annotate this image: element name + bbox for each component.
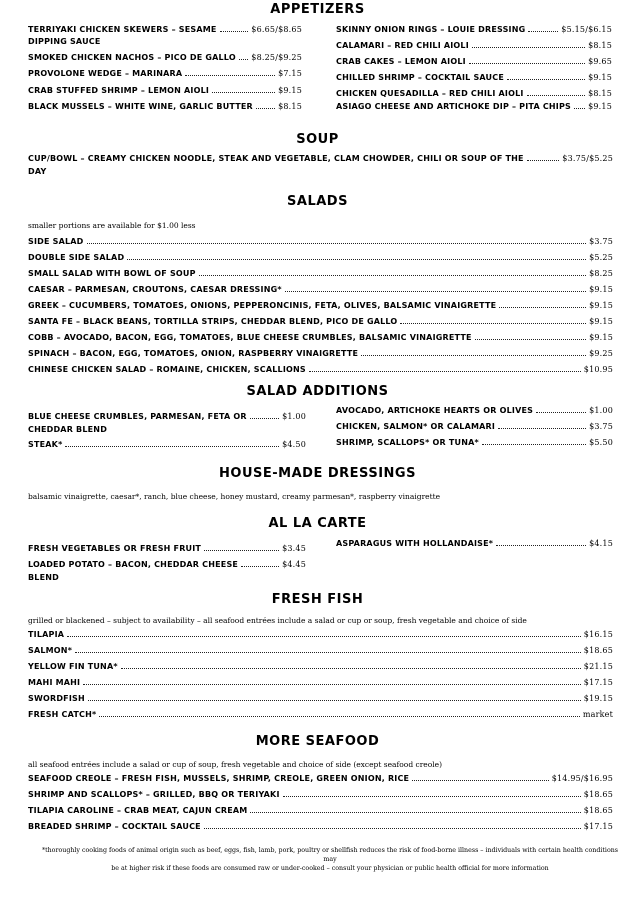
menu-item xyxy=(28,774,613,783)
item-name: BLACK MUSSELS – WHITE WINE, GARLIC BUTTER xyxy=(28,102,253,111)
item-price: $5.50 xyxy=(589,438,613,447)
dot-leader xyxy=(99,716,579,717)
item-price: $21.15 xyxy=(583,662,613,671)
menu-item xyxy=(28,86,302,95)
item-price: $17.15 xyxy=(583,822,613,831)
dot-leader xyxy=(250,418,279,419)
item-name: SEAFOOD CREOLE – FRESH FISH, MUSSELS, SHRIMP, CREOLE, GREEN ONION, RICE xyxy=(28,774,410,783)
item-name: DOUBLE SIDE SALAD xyxy=(28,253,125,262)
item-name: GREEK – CUCUMBERS, TOMATOES, ONIONS, PEPPERONCINIS, FETA, OLIVES, BALSAMIC VINAIGRETTE xyxy=(28,301,497,310)
menu-item xyxy=(28,806,613,815)
dot-leader xyxy=(185,75,275,76)
menu-item xyxy=(336,89,612,98)
dot-leader xyxy=(536,412,586,413)
dot-leader xyxy=(574,108,585,109)
item-name: FRESH VEGETABLES OR FRESH FRUIT xyxy=(28,544,202,553)
item-name: CRAB STUFFED SHRIMP – LEMON AIOLI xyxy=(28,86,210,95)
item-price: $8.15 xyxy=(588,89,612,98)
item-name-continued: BLEND xyxy=(28,573,59,582)
dot-leader xyxy=(527,160,560,161)
footnote-line-2: be at higher risk if these foods are consumed raw or under-cooked – consult your physician or public health official for more information xyxy=(111,865,549,872)
item-price: $8.25 xyxy=(589,269,613,278)
dot-leader xyxy=(400,323,586,324)
item-name: SIDE SALAD xyxy=(28,237,84,246)
item-price: $9.65 xyxy=(588,57,612,66)
dot-leader xyxy=(309,371,581,372)
dressings-title: HOUSE-MADE DRESSINGS xyxy=(219,466,416,481)
item-price: $16.15 xyxy=(583,630,613,639)
menu-item xyxy=(28,412,306,421)
menu-item xyxy=(28,544,306,553)
item-price: $9.15 xyxy=(588,73,612,82)
item-name-continued: CHEDDAR BLEND xyxy=(28,425,108,434)
dot-leader xyxy=(65,446,279,447)
more-seafood-title: MORE SEAFOOD xyxy=(255,734,380,749)
dot-leader xyxy=(469,63,585,64)
item-name: SHRIMP AND SCALLOPS* – GRILLED, BBQ OR TERIYAKI xyxy=(28,790,280,799)
item-price: $4.15 xyxy=(589,539,613,548)
item-price: $9.15 xyxy=(589,301,613,310)
dot-leader xyxy=(527,95,586,96)
more-seafood-note: all seafood entrées include a salad or cup of soup, fresh vegetable and choice of side (except seafood creole) xyxy=(28,760,443,769)
item-name: YELLOW FIN TUNA* xyxy=(28,662,118,671)
menu-item xyxy=(28,790,613,799)
menu-item xyxy=(336,539,613,548)
item-price: $18.65 xyxy=(583,806,613,815)
item-price: $9.15 xyxy=(589,333,613,342)
menu-item xyxy=(28,678,613,687)
item-price: $18.65 xyxy=(583,790,613,799)
item-price: $9.25 xyxy=(589,349,613,358)
menu-item xyxy=(28,25,302,34)
dot-leader xyxy=(75,652,581,653)
item-price: market xyxy=(582,710,613,719)
dot-leader xyxy=(241,566,279,567)
food-safety-footnote xyxy=(40,846,620,873)
dot-leader xyxy=(87,243,587,244)
menu-item xyxy=(28,662,613,671)
item-name: CHICKEN, SALMON* OR CALAMARI xyxy=(336,422,496,431)
menu-item xyxy=(28,822,613,831)
dot-leader xyxy=(498,428,586,429)
item-price: $7.15 xyxy=(278,69,302,78)
item-name: FRESH CATCH* xyxy=(28,710,97,719)
item-price: $5.15/$6.15 xyxy=(561,25,612,34)
dot-leader xyxy=(499,307,586,308)
dressings-list: balsamic vinaigrette, caesar*, ranch, blue cheese, honey mustard, creamy parmesan*, raspberry vinaigrette xyxy=(28,492,441,501)
dot-leader xyxy=(67,636,581,637)
item-price: $17.15 xyxy=(583,678,613,687)
salads-note: smaller portions are available for $1.00 less xyxy=(28,221,196,230)
item-price: $9.15 xyxy=(588,102,612,111)
item-name: BREADED SHRIMP – COCKTAIL SAUCE xyxy=(28,822,201,831)
item-name: CHINESE CHICKEN SALAD – ROMAINE, CHICKEN, SCALLIONS xyxy=(28,365,306,374)
item-price: $10.95 xyxy=(583,365,613,374)
menu-item xyxy=(28,710,613,719)
dot-leader xyxy=(482,444,586,445)
menu-item xyxy=(336,25,612,34)
dot-leader xyxy=(283,796,581,797)
dot-leader xyxy=(127,259,586,260)
item-name: AVOCADO, ARTICHOKE HEARTS OR OLIVES xyxy=(336,406,534,415)
item-name: MAHI MAHI xyxy=(28,678,81,687)
item-name: SKINNY ONION RINGS – LOUIE DRESSING xyxy=(336,25,526,34)
item-name: COBB – AVOCADO, BACON, EGG, TOMATOES, BLUE CHEESE CRUMBLES, BALSAMIC VINAIGRETTE xyxy=(28,333,472,342)
dot-leader xyxy=(528,31,558,32)
menu-item xyxy=(336,438,613,447)
dot-leader xyxy=(250,812,580,813)
item-price: $6.65/$8.65 xyxy=(251,25,302,34)
item-name: SWORDFISH xyxy=(28,694,85,703)
item-name: ASPARAGUS WITH HOLLANDAISE* xyxy=(336,539,494,548)
menu-item xyxy=(28,69,302,78)
item-name: TILAPIA CAROLINE – CRAB MEAT, CAJUN CREAM xyxy=(28,806,248,815)
menu-item xyxy=(28,646,613,655)
item-name: SANTA FE – BLACK BEANS, TORTILLA STRIPS, CHEDDAR BLEND, PICO DE GALLO xyxy=(28,317,398,326)
item-name: CRAB CAKES – LEMON AIOLI xyxy=(336,57,466,66)
item-price: $8.15 xyxy=(278,102,302,111)
appetizers-title: APPETIZERS xyxy=(270,2,365,17)
menu-item xyxy=(28,102,302,111)
menu-item xyxy=(28,349,613,358)
item-name: BLUE CHEESE CRUMBLES, PARMESAN, FETA OR xyxy=(28,412,247,421)
item-price: $1.00 xyxy=(589,406,613,415)
fresh-fish-note: grilled or blackened – subject to availability – all seafood entrées include a salad or cup or soup, fresh vegetable and choice of side xyxy=(28,616,527,625)
menu-item xyxy=(28,253,613,262)
dot-leader xyxy=(204,828,581,829)
item-name: SMALL SALAD WITH BOWL OF SOUP xyxy=(28,269,196,278)
menu-item xyxy=(336,422,613,431)
item-price: $18.65 xyxy=(583,646,613,655)
dot-leader xyxy=(507,79,585,80)
menu-item xyxy=(28,317,613,326)
item-name-continued: DIPPING SAUCE xyxy=(28,37,101,46)
menu-item xyxy=(28,560,306,569)
item-price: $8.25/$9.25 xyxy=(251,53,302,62)
item-name: CUP/BOWL – CREAMY CHICKEN NOODLE, STEAK AND VEGETABLE, CLAM CHOWDER, CHILI OR SOUP OF THE xyxy=(28,154,524,163)
dot-leader xyxy=(83,684,581,685)
dot-leader xyxy=(472,47,585,48)
dot-leader xyxy=(475,339,586,340)
item-name: PROVOLONE WEDGE – MARINARA xyxy=(28,69,183,78)
item-name: TILAPIA xyxy=(28,630,65,639)
item-price: $9.15 xyxy=(589,317,613,326)
item-price: $3.75 xyxy=(589,237,613,246)
item-name: ASIAGO CHEESE AND ARTICHOKE DIP – PITA CHIPS xyxy=(336,102,572,111)
item-name-continued: DAY xyxy=(28,167,47,176)
item-price: $3.75/$5.25 xyxy=(562,154,613,163)
item-name: CHICKEN QUESADILLA – RED CHILI AIOLI xyxy=(336,89,524,98)
item-price: $9.15 xyxy=(278,86,302,95)
item-price: $5.25 xyxy=(589,253,613,262)
menu-item xyxy=(336,41,612,50)
dot-leader xyxy=(121,668,581,669)
dot-leader xyxy=(412,780,548,781)
item-name: TERRIYAKI CHICKEN SKEWERS – SESAME xyxy=(28,25,217,34)
salads-title: SALADS xyxy=(287,194,348,209)
menu-item xyxy=(28,237,613,246)
menu-item xyxy=(28,630,613,639)
item-name: CHILLED SHRIMP – COCKTAIL SAUCE xyxy=(336,73,504,82)
item-name: SPINACH – BACON, EGG, TOMATOES, ONION, RASPBERRY VINAIGRETTE xyxy=(28,349,359,358)
dot-leader xyxy=(239,59,248,60)
menu-item xyxy=(28,154,613,163)
menu-item xyxy=(336,57,612,66)
item-name: CALAMARI – RED CHILI AIOLI xyxy=(336,41,469,50)
item-price: $9.15 xyxy=(589,285,613,294)
item-price: $3.45 xyxy=(282,544,306,553)
item-price: $19.15 xyxy=(583,694,613,703)
menu-item xyxy=(28,285,613,294)
item-name: SALMON* xyxy=(28,646,73,655)
footnote-line-1: *thoroughly cooking foods of animal origin such as beef, eggs, fish, lamb, pork, poultry or shellfish reduces the risk of food-borne illness – individuals with certain health conditions may xyxy=(41,847,619,863)
dot-leader xyxy=(256,108,275,109)
menu-item xyxy=(336,73,612,82)
dot-leader xyxy=(285,291,586,292)
dot-leader xyxy=(88,700,581,701)
dot-leader xyxy=(220,31,249,32)
item-price: $4.50 xyxy=(282,440,306,449)
menu-item xyxy=(28,333,613,342)
dot-leader xyxy=(361,355,586,356)
menu-item xyxy=(28,440,306,449)
dot-leader xyxy=(496,545,586,546)
item-price: $3.75 xyxy=(589,422,613,431)
menu-item xyxy=(28,53,302,62)
soup-title: SOUP xyxy=(296,132,339,147)
item-name: STEAK* xyxy=(28,440,63,449)
item-price: $4.45 xyxy=(282,560,306,569)
menu-item xyxy=(28,365,613,374)
fresh-fish-title: FRESH FISH xyxy=(271,592,364,607)
menu-item xyxy=(336,406,613,415)
menu-item xyxy=(336,102,612,111)
dot-leader xyxy=(212,92,275,93)
item-price: $8.15 xyxy=(588,41,612,50)
item-name: CAESAR – PARMESAN, CROUTONS, CAESAR DRESSING* xyxy=(28,285,282,294)
ala-carte-title: AL LA CARTE xyxy=(268,516,367,531)
salad-additions-title: SALAD ADDITIONS xyxy=(246,384,389,399)
menu-item xyxy=(28,301,613,310)
dot-leader xyxy=(204,550,279,551)
item-name: SHRIMP, SCALLOPS* OR TUNA* xyxy=(336,438,479,447)
menu-item xyxy=(28,694,613,703)
item-name: LOADED POTATO – BACON, CHEDDAR CHEESE xyxy=(28,560,239,569)
menu-item xyxy=(28,269,613,278)
dot-leader xyxy=(199,275,586,276)
item-price: $1.00 xyxy=(282,412,306,421)
item-name: SMOKED CHICKEN NACHOS – PICO DE GALLO xyxy=(28,53,236,62)
item-price: $14.95/$16.95 xyxy=(551,774,613,783)
